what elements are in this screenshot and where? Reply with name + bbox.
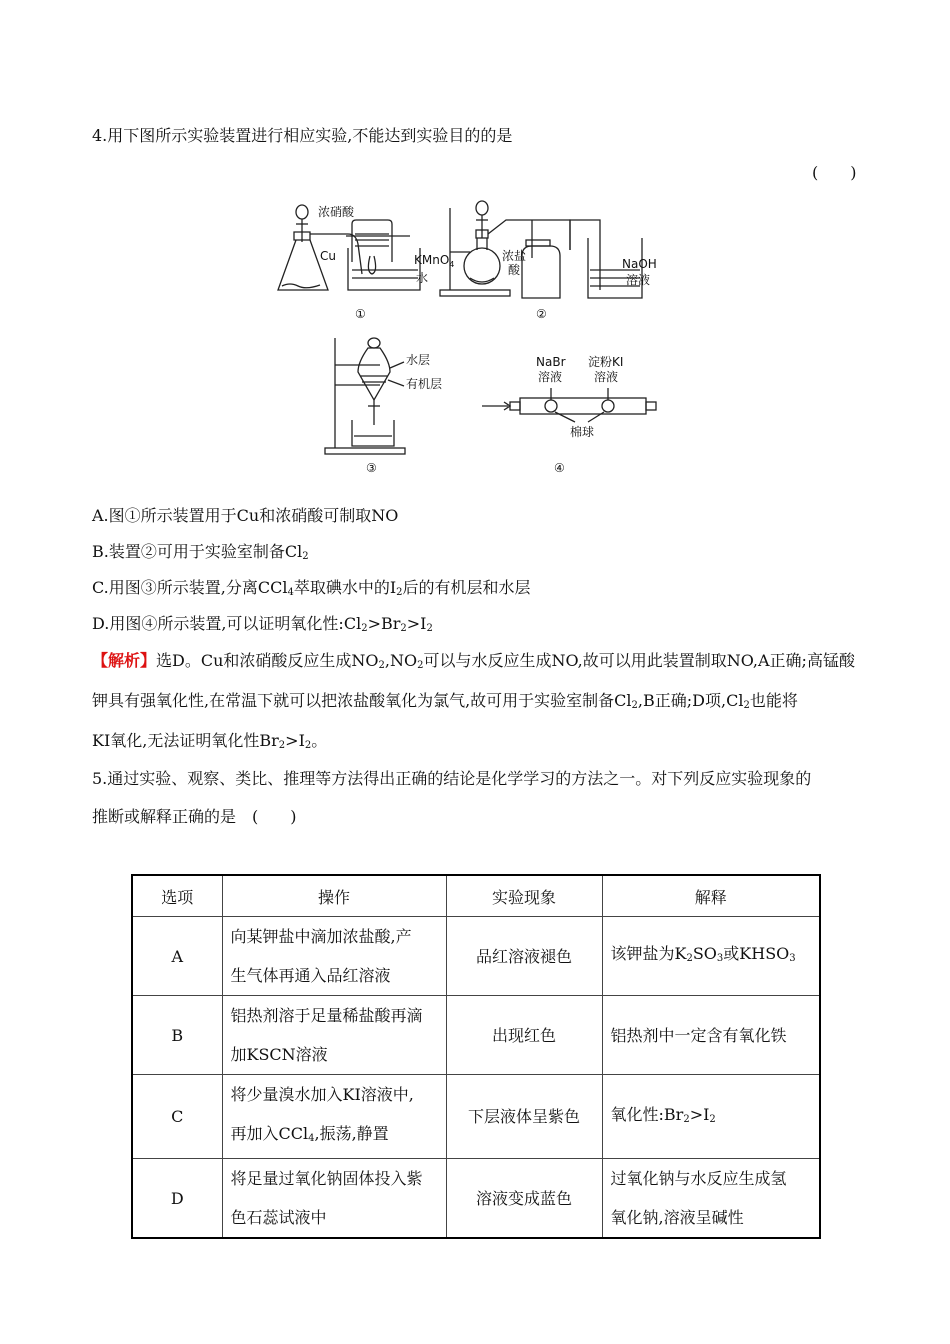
analysis-tag: 【解析】 — [92, 651, 157, 670]
label-nabr-solution: 溶液 — [538, 370, 563, 384]
header-explanation: 解释 — [602, 875, 820, 917]
row-option: D — [132, 1159, 222, 1239]
label-num-3: ③ — [366, 461, 377, 475]
label-water: 水 — [416, 271, 429, 285]
label-starch-ki: 淀粉KI — [588, 355, 624, 369]
header-option: 选项 — [132, 875, 222, 917]
table-row — [132, 917, 820, 996]
table-row — [132, 996, 820, 1075]
row-option: C — [132, 1075, 222, 1159]
row-explanation: 氧化性$:Br_2>I_2$ — [602, 1075, 820, 1159]
apparatus-4 — [482, 388, 656, 422]
q4-stem: 4.用下图所示实验装置进行相应实验,不能达到实验目的的是 — [92, 126, 513, 145]
row-operation: 向某钾盐中滴加浓盐酸,产 生气体再通入品红溶液 — [222, 917, 446, 996]
label-naoh-solution: 溶液 — [626, 273, 651, 287]
q5-stem-2: 推断或解释正确的是 ( ) — [92, 807, 297, 826]
label-nabr: NaBr — [536, 355, 566, 369]
option-c: C.用图③所示装置,分离CCl$_4$萃取碘水中的$I_2$后的有机层和水层 — [92, 578, 531, 598]
q5-stem-1: 5.通过实验、观察、类比、推理等方法得出正确的结论是化学学习的方法之一。对下列反应实验现象的 — [92, 769, 812, 788]
row-explanation: 铝热剂中一定含有氧化铁 — [602, 996, 820, 1075]
label-water-layer: 水层 — [406, 353, 431, 367]
row-explanation: 该钾盐为$K_2SO_3$或$KHSO_3$ — [602, 917, 820, 996]
label-conc-nitric: 浓硝酸 — [318, 205, 355, 219]
header-phenomenon: 实验现象 — [446, 875, 602, 917]
label-ki-solution: 溶液 — [594, 370, 619, 384]
label-num-2: ② — [536, 307, 547, 321]
row-operation: 将少量溴水加入KI溶液中, 再加入CCl$_4$,振荡,静置 — [222, 1075, 446, 1159]
row-option: A — [132, 917, 222, 996]
table-row — [132, 1075, 820, 1159]
analysis-line-2: 钾具有强氧化性,在常温下就可以把浓盐酸氧化为氯气,故可用于实验室制备$Cl_2,B$正确;D项$,Cl_2$也能将 — [92, 691, 798, 711]
label-kmno4-sub: 4 — [449, 260, 455, 269]
options-table — [131, 874, 821, 1239]
row-phenomenon: 品红溶液褪色 — [446, 917, 602, 996]
label-cu: Cu — [320, 249, 336, 263]
label-num-1: ① — [355, 307, 366, 321]
label-kmno4: KMnO — [414, 253, 450, 267]
svg-text:KMnO4 — [414, 253, 454, 269]
option-b: B.装置②可用于实验室制备$Cl_2$ — [92, 542, 309, 562]
label-num-4: ④ — [554, 461, 565, 475]
table-header-row — [132, 875, 820, 917]
row-operation: 将足量过氧化钠固体投入紫 色石蕊试液中 — [222, 1159, 446, 1239]
analysis-line-3: KI氧化,无法证明氧化性$Br_2>I_2$。 — [92, 731, 328, 751]
apparatus-2 — [440, 201, 642, 298]
option-d: D.用图④所示装置,可以证明氧化性$:Cl_2>Br_2>I_2$ — [92, 614, 433, 634]
label-conc-hcl-1: 浓盐 — [502, 249, 527, 263]
label-cotton: 棉球 — [570, 425, 595, 439]
row-phenomenon: 溶液变成蓝色 — [446, 1159, 602, 1239]
row-phenomenon: 出现红色 — [446, 996, 602, 1075]
apparatus-figure — [270, 190, 680, 480]
label-organic-layer: 有机层 — [406, 377, 443, 391]
row-option: B — [132, 996, 222, 1075]
table-row — [132, 1159, 820, 1239]
option-a: A.图①所示装置用于Cu和浓硝酸可制取NO — [92, 506, 399, 525]
label-naoh: NaOH — [622, 257, 657, 271]
answer-paren: ( ) — [812, 163, 857, 182]
row-explanation: 过氧化钠与水反应生成氢 氧化钠,溶液呈碱性 — [602, 1159, 820, 1239]
header-operation: 操作 — [222, 875, 446, 917]
row-phenomenon: 下层液体呈紫色 — [446, 1075, 602, 1159]
label-conc-hcl-2: 酸 — [508, 263, 521, 277]
row-operation: 铝热剂溶于足量稀盐酸再滴 加KSCN溶液 — [222, 996, 446, 1075]
apparatus-3 — [325, 338, 405, 454]
analysis-line-1: 【解析】选D。Cu和浓硝酸反应生成$NO_2,NO_2$可以与水反应生成NO,故可以用此装置制取NO,A正确;高锰酸 — [92, 651, 855, 671]
